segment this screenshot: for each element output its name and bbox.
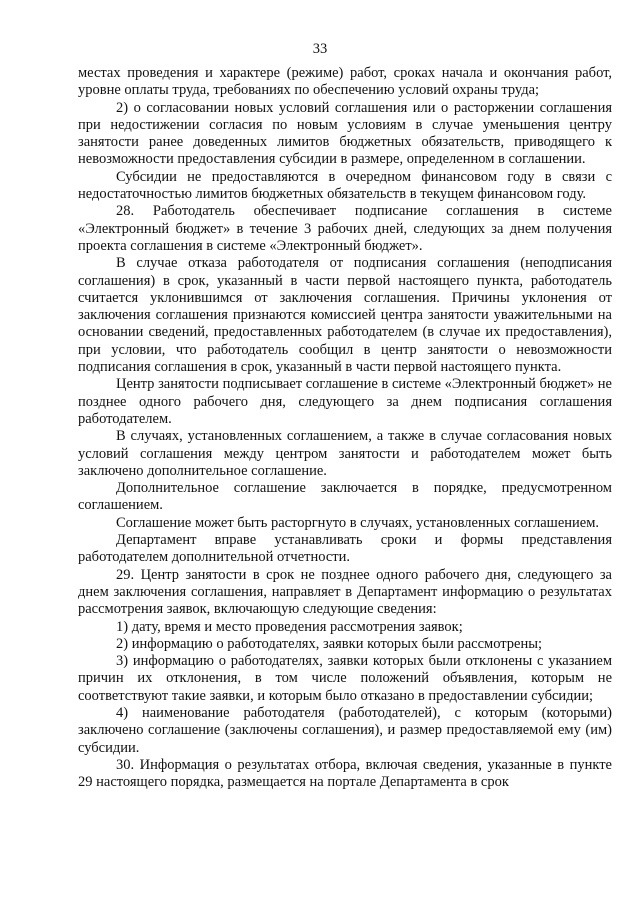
list-item: 4) наименование работодателя (работодателей), с которым (которыми) заключено соглашение (заключены соглашения), и размер предоставляемой ему (им) субсидии. xyxy=(78,704,612,756)
paragraph: Дополнительное соглашение заключается в порядке, предусмотренном соглашением. xyxy=(78,480,612,514)
paragraph: Соглашение может быть расторгнуто в случаях, установленных соглашением. xyxy=(116,514,600,531)
paragraph: В случаях, установленных соглашением, а также в случае согласования новых условий соглашения между центром занятости и работодателем может быть заключено дополнительное соглашение. xyxy=(78,428,612,479)
paragraph: В случае отказа работодателя от подписания соглашения (неподписания соглашения) в срок, указанный в части первой настоящего пункта, работодатель считается уклонившимся от заключения соглашения. Причины уклонения от заключения соглашения признаются комиссией центра занятости уважительными на основании сведений, предоставленных работодателем (в случае их предоставления), при условии, что работодатель сообщил в центр занятости о невозможности подписания соглашения в срок, указанный в части первой настоящего пункта. xyxy=(78,255,612,376)
paragraph: Департамент вправе устанавливать сроки и формы представления работодателем дополнительной отчетности. xyxy=(78,532,612,566)
paragraph: 29. Центр занятости в срок не позднее одного рабочего дня, следующего за днем заключения соглашения, направляет в Департамент информацию о результатах рассмотрения заявок, включающую следующие сведения: xyxy=(78,566,612,618)
document-body xyxy=(78,65,612,791)
list-item: 2) информацию о работодателях, заявки которых были рассмотрены; xyxy=(116,635,542,652)
paragraph: 30. Информация о результатах отбора, включая сведения, указанные в пункте 29 настоящего порядка, размещается на портале Департамента в срок xyxy=(78,756,612,791)
paragraph: 28. Работодатель обеспечивает подписание соглашения в системе «Электронный бюджет» в течение 3 рабочих дней, следующих за днем получения проекта соглашения в системе «Электронный бюджет». xyxy=(78,203,612,254)
list-item: 3) информацию о работодателях, заявки которых были отклонены с указанием причин их отклонения, в том числе положений объявления, которым не соответствуют такие заявки, и которым было отказано в предоставлении субсидии; xyxy=(78,653,612,704)
paragraph: Субсидии не предоставляются в очередном финансовом году в связи с недостаточностью лимитов бюджетных обязательств в текущем финансовом году. xyxy=(78,168,612,203)
page-number: 33 xyxy=(312,41,328,57)
list-item: 1) дату, время и место проведения рассмотрения заявок; xyxy=(116,618,463,635)
paragraph: местах проведения и характере (режиме) работ, сроках начала и окончания работ, уровне оплаты труда, требованиях по обеспечению условий охраны труда; xyxy=(78,65,612,99)
paragraph: 2) о согласовании новых условий соглашения или о расторжении соглашения при недостижении согласия по новым условиям в случае уменьшения центру занятости ранее доведенных лимитов бюджетных обязательств, приводящего к невозможности предоставления субсидии в размере, определенном в соглашении. xyxy=(78,99,612,168)
paragraph: Центр занятости подписывает соглашение в системе «Электронный бюджет» не позднее одного рабочего дня, следующего за днем подписания соглашения работодателем. xyxy=(78,376,612,427)
